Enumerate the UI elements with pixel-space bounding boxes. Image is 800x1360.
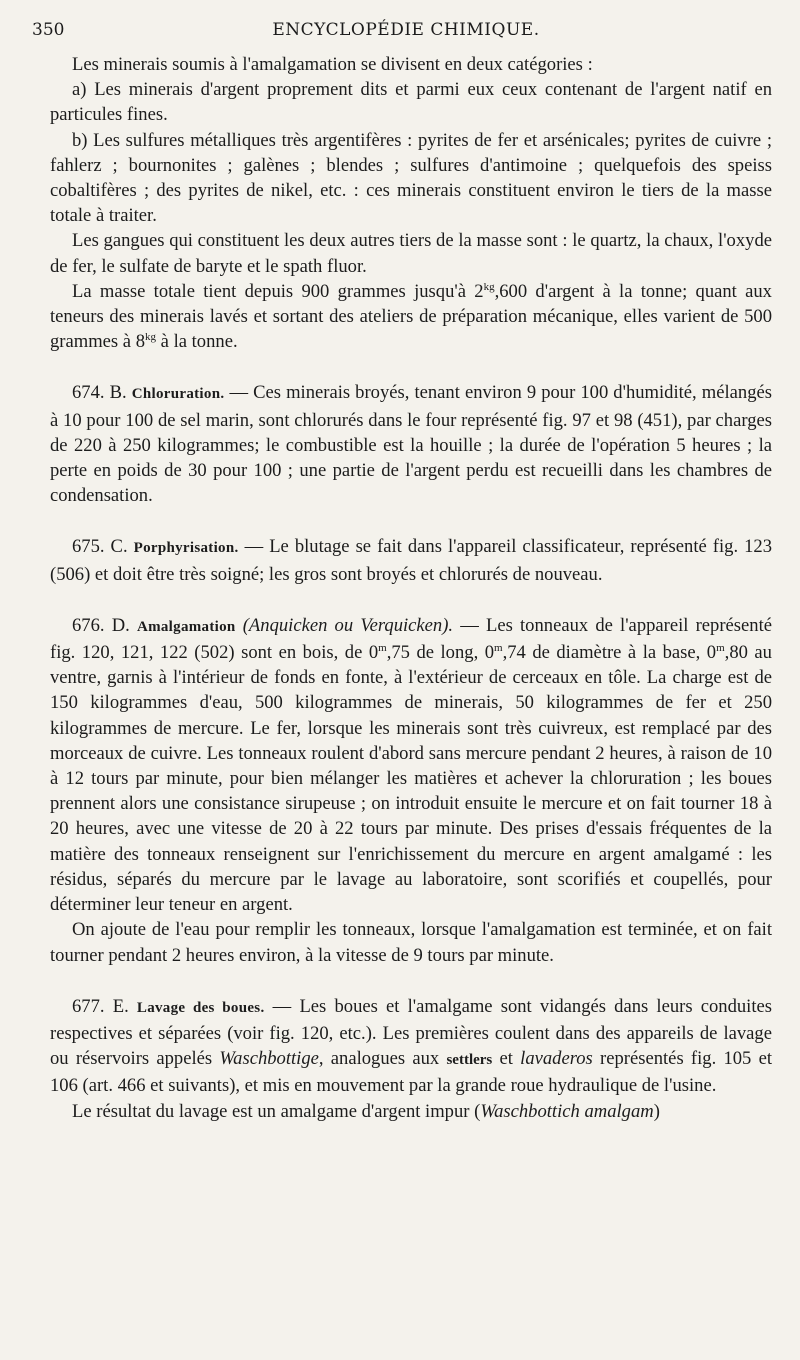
bold-term: settlers: [446, 1052, 493, 1069]
section-title: Lavage des boues.: [136, 999, 265, 1016]
text-run: — Ces minerais broyés, tenant environ 9 pour 100 d'humidité, mélangés à 10 pour 100 de sel marin, sont chlorurés dans le four représenté fig. 97 et 98 (451), par charges de 220 à 250 kilogrammes; le combustible est la houille ; la durée de l'opération 5 heures ; la perte en poids de 30 pour 100 ; une partie de l'argent perdu est recueilli dans les chambres de condensation.: [50, 382, 772, 507]
italic-term: lavaderos: [520, 1048, 593, 1070]
text-run: Le résultat du lavage est un amalgame d'argent impur (: [72, 1100, 481, 1122]
intro-paragraph: Les minerais soumis à l'amalgamation se divisent en deux catégories :: [72, 54, 593, 75]
text-run: ,75 de long, 0: [386, 642, 495, 664]
text-run: représentés fig. 105 et 106 (art. 466 et suivants), et mis en mouvement par la grande roue hydraulique de l'usine.: [50, 1048, 772, 1097]
unit-superscript: m: [494, 641, 503, 654]
text-run: — Les boues et l'amalgame sont vidangés dans leurs conduites respectives et séparées (voir fig. 120, etc.). Les premières coulent dans des appareils de lavage ou réservoirs appelés: [50, 995, 773, 1070]
section-674: [50, 380, 772, 508]
page-number: 350: [32, 20, 65, 40]
section-title: Porphyrisation.: [133, 540, 239, 557]
italic-term: Waschbottich amalgam: [480, 1100, 654, 1122]
page-body: [50, 52, 772, 1124]
text-run: , analogues aux: [318, 1048, 447, 1070]
category-b-paragraph: b) Les sulfures métalliques très argentifères : pyrites de fer et arsénicales; pyrites de cuivre ; fahlerz ; bournonites ; galènes ; blendes ; sulfures d'antimoine ; quelquefois des speiss cobaltifères ; des pyrites de nikel, etc. : ces minerais constituent environ le tiers de la masse totale à traiter.: [50, 129, 772, 227]
text-run: et: [492, 1048, 521, 1070]
page-header: [32, 20, 780, 46]
section-number: 676. D.: [72, 614, 137, 636]
section-677: [50, 994, 772, 1099]
running-title: ENCYCLOPÉDIE CHIMIQUE.: [272, 20, 540, 40]
italic-term: Waschbottige: [219, 1048, 319, 1070]
unit-superscript: kg: [145, 331, 157, 344]
section-title: Amalgamation: [136, 618, 236, 635]
gangues-paragraph: Les gangues qui constituent les deux autres tiers de la masse sont : le quartz, la chaux, l'oxyde de fer, le sulfate de baryte et le spath fluor.: [50, 230, 772, 277]
section-number: 674. B.: [72, 382, 132, 404]
text-run: — Le blutage se fait dans l'appareil classificateur, représenté fig. 123 (506) et doit être très soigné; les gros sont broyés et chlorurés de nouveau.: [50, 536, 772, 585]
text-run: ): [653, 1100, 660, 1122]
section-676: [50, 613, 772, 917]
section-subtitle: (Anquicken ou Verquicken).: [242, 614, 454, 636]
unit-superscript: m: [378, 641, 387, 654]
text-run: La masse totale tient depuis 900 grammes jusqu'à 2: [72, 280, 484, 302]
text-run: ,600 d'argent à la tonne; quant aux teneurs des minerais lavés et sortant des ateliers de préparation mécanique, elles varient de 500 grammes à 8: [50, 280, 772, 353]
section-675: [50, 534, 772, 586]
category-a-paragraph: a) Les minerais d'argent proprement dits et parmi eux ceux contenant de l'argent natif en particules fines.: [50, 79, 772, 126]
text-run: à la tonne.: [156, 331, 238, 353]
unit-superscript: m: [716, 641, 725, 654]
section-676-paragraph-2: On ajoute de l'eau pour remplir les tonneaux, lorsque l'amalgamation est terminée, et on fait tourner pendant 2 heures environ, à la vitesse de 9 tours par minute.: [50, 919, 772, 966]
section-title: Chloruration.: [131, 386, 225, 403]
section-677-paragraph-2: [50, 1099, 772, 1124]
unit-superscript: kg: [483, 280, 495, 293]
text-run: ,80 au ventre, garnis à l'intérieur de fonds en fonte, à l'extérieur de cerceaux en tôle. La charge est de 150 kilogrammes d'eau, 500 kilogrammes de minerais, 50 kilogrammes de fer et 250 kilogrammes de mercure. Le fer, lorsque les minerais sont très cuivreux, est remplacé par des morceaux de cuivre. Les tonneaux roulent d'abord sans mercure pendant 2 heures, à raison de 10 à 12 tours par minute, pour bien mélanger les matières et achever la chloruration ; les boues prennent alors une consistance sirupeuse ; on introduit ensuite le mercure et on fait tourner 18 à 20 heures, avec une vitesse de 20 à 22 tours par minute. Des prises d'essais fréquentes de la matière des tonneaux renseignent sur l'enrichissement du mercure en argent amalgamé : les résidus, séparés du mercure par le lavage au laboratoire, sont scorifiés et coupellés, pour déterminer leur teneur en argent.: [50, 642, 772, 916]
text-run: ,74 de diamètre à la base, 0: [502, 642, 717, 664]
section-number: 675. C.: [72, 536, 134, 558]
section-number: 677. E.: [72, 995, 137, 1017]
text-run: — Les tonneaux de l'appareil représenté fig. 120, 121, 122 (502) sont en bois, de 0: [50, 614, 772, 664]
teneur-paragraph: [50, 279, 772, 355]
